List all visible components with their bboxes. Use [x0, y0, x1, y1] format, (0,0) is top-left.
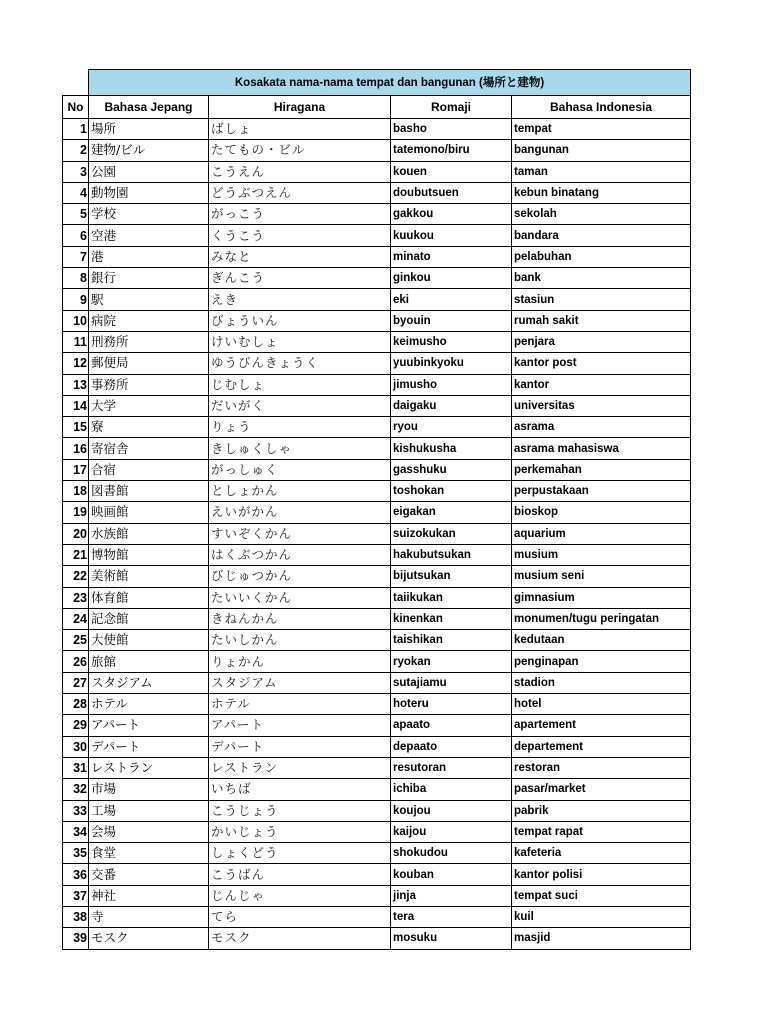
cell-romaji: apaato — [391, 715, 512, 736]
table-row — [63, 204, 691, 225]
cell-japanese: 図書館 — [89, 481, 209, 502]
cell-japanese: 公園 — [89, 161, 209, 182]
cell-japanese: 寺 — [89, 906, 209, 927]
cell-indonesian: kantor — [512, 374, 691, 395]
cell-japanese: 病院 — [89, 310, 209, 331]
cell-hiragana: たいいくかん — [209, 587, 391, 608]
table-row — [63, 757, 691, 778]
cell-japanese: 映画館 — [89, 502, 209, 523]
cell-hiragana: ばしょ — [209, 119, 391, 140]
cell-japanese: 市場 — [89, 779, 209, 800]
cell-japanese: 工場 — [89, 800, 209, 821]
cell-japanese: 交番 — [89, 864, 209, 885]
cell-hiragana: デパート — [209, 736, 391, 757]
cell-hiragana: こうじょう — [209, 800, 391, 821]
cell-romaji: shokudou — [391, 843, 512, 864]
cell-indonesian: bioskop — [512, 502, 691, 523]
cell-no: 31 — [63, 757, 89, 778]
cell-no: 1 — [63, 119, 89, 140]
cell-romaji: basho — [391, 119, 512, 140]
table-row — [63, 715, 691, 736]
cell-no: 34 — [63, 821, 89, 842]
cell-no: 3 — [63, 161, 89, 182]
cell-indonesian: asrama mahasiswa — [512, 438, 691, 459]
cell-japanese: 空港 — [89, 225, 209, 246]
cell-no: 29 — [63, 715, 89, 736]
table-row — [63, 651, 691, 672]
cell-romaji: sutajiamu — [391, 672, 512, 693]
cell-indonesian: perpustakaan — [512, 481, 691, 502]
cell-japanese: モスク — [89, 928, 209, 949]
cell-hiragana: ぎんこう — [209, 268, 391, 289]
cell-romaji: kaijou — [391, 821, 512, 842]
table-row — [63, 481, 691, 502]
cell-japanese: 大使館 — [89, 630, 209, 651]
cell-no: 16 — [63, 438, 89, 459]
cell-romaji: kinenkan — [391, 608, 512, 629]
cell-indonesian: bandara — [512, 225, 691, 246]
table-row — [63, 885, 691, 906]
cell-japanese: 博物館 — [89, 544, 209, 565]
cell-indonesian: asrama — [512, 417, 691, 438]
cell-no: 30 — [63, 736, 89, 757]
cell-romaji: kouen — [391, 161, 512, 182]
cell-japanese: レストラン — [89, 757, 209, 778]
cell-hiragana: こうえん — [209, 161, 391, 182]
cell-indonesian: pelabuhan — [512, 246, 691, 267]
cell-hiragana: いちば — [209, 779, 391, 800]
cell-no: 37 — [63, 885, 89, 906]
cell-japanese: 体育館 — [89, 587, 209, 608]
table-row — [63, 161, 691, 182]
cell-hiragana: ゆうびんきょうく — [209, 353, 391, 374]
cell-indonesian: kantor post — [512, 353, 691, 374]
cell-indonesian: hotel — [512, 694, 691, 715]
cell-romaji: keimusho — [391, 331, 512, 352]
header-indonesian: Bahasa Indonesia — [512, 96, 691, 119]
cell-hiragana: けいむしょ — [209, 331, 391, 352]
cell-indonesian: penginapan — [512, 651, 691, 672]
cell-no: 22 — [63, 566, 89, 587]
cell-romaji: tera — [391, 906, 512, 927]
cell-japanese: 会場 — [89, 821, 209, 842]
cell-romaji: depaato — [391, 736, 512, 757]
cell-no: 19 — [63, 502, 89, 523]
cell-indonesian: tempat rapat — [512, 821, 691, 842]
table-row — [63, 225, 691, 246]
cell-romaji: kouban — [391, 864, 512, 885]
table-row — [63, 289, 691, 310]
cell-hiragana: だいがく — [209, 395, 391, 416]
cell-hiragana: モスク — [209, 928, 391, 949]
cell-romaji: ichiba — [391, 779, 512, 800]
cell-indonesian: stasiun — [512, 289, 691, 310]
table-row — [63, 906, 691, 927]
cell-japanese: 記念館 — [89, 608, 209, 629]
cell-no: 35 — [63, 843, 89, 864]
cell-romaji: koujou — [391, 800, 512, 821]
cell-indonesian: masjid — [512, 928, 691, 949]
table-row — [63, 502, 691, 523]
cell-japanese: 事務所 — [89, 374, 209, 395]
cell-indonesian: taman — [512, 161, 691, 182]
cell-japanese: 建物/ビル — [89, 140, 209, 161]
cell-romaji: kuukou — [391, 225, 512, 246]
cell-hiragana: かいじょう — [209, 821, 391, 842]
table-row — [63, 800, 691, 821]
table-row — [63, 843, 691, 864]
title-spacer-cell — [63, 70, 89, 96]
cell-romaji: gakkou — [391, 204, 512, 225]
table-row — [63, 119, 691, 140]
cell-indonesian: tempat suci — [512, 885, 691, 906]
cell-hiragana: みなと — [209, 246, 391, 267]
cell-japanese: 寮 — [89, 417, 209, 438]
cell-no: 33 — [63, 800, 89, 821]
cell-no: 11 — [63, 331, 89, 352]
cell-romaji: gasshuku — [391, 459, 512, 480]
header-japanese: Bahasa Jepang — [89, 96, 209, 119]
cell-no: 38 — [63, 906, 89, 927]
table-row — [63, 182, 691, 203]
cell-indonesian: gimnasium — [512, 587, 691, 608]
cell-hiragana: きねんかん — [209, 608, 391, 629]
table-row — [63, 523, 691, 544]
cell-hiragana: たてもの・ビル — [209, 140, 391, 161]
cell-romaji: kishukusha — [391, 438, 512, 459]
cell-hiragana: としょかん — [209, 481, 391, 502]
cell-no: 13 — [63, 374, 89, 395]
table-row — [63, 864, 691, 885]
cell-no: 2 — [63, 140, 89, 161]
cell-romaji: hoteru — [391, 694, 512, 715]
cell-hiragana: じむしょ — [209, 374, 391, 395]
cell-no: 21 — [63, 544, 89, 565]
cell-no: 23 — [63, 587, 89, 608]
cell-indonesian: universitas — [512, 395, 691, 416]
cell-no: 4 — [63, 182, 89, 203]
table-row — [63, 587, 691, 608]
cell-romaji: byouin — [391, 310, 512, 331]
header-romaji: Romaji — [391, 96, 512, 119]
cell-hiragana: どうぶつえん — [209, 182, 391, 203]
cell-no: 6 — [63, 225, 89, 246]
table-row — [63, 544, 691, 565]
table-row — [63, 395, 691, 416]
cell-hiragana: じんじゃ — [209, 885, 391, 906]
table-row — [63, 438, 691, 459]
cell-japanese: 合宿 — [89, 459, 209, 480]
cell-no: 20 — [63, 523, 89, 544]
cell-japanese: 港 — [89, 246, 209, 267]
cell-no: 9 — [63, 289, 89, 310]
cell-japanese: ホテル — [89, 694, 209, 715]
cell-indonesian: kedutaan — [512, 630, 691, 651]
cell-romaji: taishikan — [391, 630, 512, 651]
cell-romaji: eigakan — [391, 502, 512, 523]
table-row — [63, 672, 691, 693]
cell-romaji: yuubinkyoku — [391, 353, 512, 374]
cell-indonesian: bank — [512, 268, 691, 289]
cell-japanese: 場所 — [89, 119, 209, 140]
table-row — [63, 566, 691, 587]
cell-indonesian: bangunan — [512, 140, 691, 161]
cell-japanese: 学校 — [89, 204, 209, 225]
cell-romaji: toshokan — [391, 481, 512, 502]
cell-japanese: 動物園 — [89, 182, 209, 203]
cell-romaji: ryokan — [391, 651, 512, 672]
table-row — [63, 140, 691, 161]
table-row — [63, 928, 691, 949]
cell-romaji: jinja — [391, 885, 512, 906]
cell-indonesian: musium seni — [512, 566, 691, 587]
cell-indonesian: perkemahan — [512, 459, 691, 480]
cell-indonesian: aquarium — [512, 523, 691, 544]
cell-japanese: 寄宿舎 — [89, 438, 209, 459]
table-row — [63, 630, 691, 651]
cell-romaji: ryou — [391, 417, 512, 438]
header-no: No — [63, 96, 89, 119]
cell-hiragana: アパート — [209, 715, 391, 736]
cell-romaji: resutoran — [391, 757, 512, 778]
table-row — [63, 779, 691, 800]
cell-hiragana: えいがかん — [209, 502, 391, 523]
cell-romaji: ginkou — [391, 268, 512, 289]
table-row — [63, 246, 691, 267]
header-row — [63, 96, 691, 119]
cell-japanese: 大学 — [89, 395, 209, 416]
table-row — [63, 459, 691, 480]
cell-hiragana: すいぞくかん — [209, 523, 391, 544]
cell-hiragana: レストラン — [209, 757, 391, 778]
cell-japanese: デパート — [89, 736, 209, 757]
table-row — [63, 331, 691, 352]
cell-romaji: suizokukan — [391, 523, 512, 544]
cell-japanese: 神社 — [89, 885, 209, 906]
cell-indonesian: stadion — [512, 672, 691, 693]
cell-indonesian: kantor polisi — [512, 864, 691, 885]
cell-no: 24 — [63, 608, 89, 629]
cell-hiragana: スタジアム — [209, 672, 391, 693]
cell-indonesian: monumen/tugu peringatan — [512, 608, 691, 629]
table-row — [63, 417, 691, 438]
cell-indonesian: kuil — [512, 906, 691, 927]
cell-no: 39 — [63, 928, 89, 949]
table-row — [63, 736, 691, 757]
cell-no: 5 — [63, 204, 89, 225]
cell-romaji: taiikukan — [391, 587, 512, 608]
vocabulary-table — [62, 69, 691, 950]
table-row — [63, 268, 691, 289]
cell-romaji: doubutsuen — [391, 182, 512, 203]
cell-japanese: 旅館 — [89, 651, 209, 672]
cell-no: 12 — [63, 353, 89, 374]
cell-romaji: hakubutsukan — [391, 544, 512, 565]
cell-romaji: jimusho — [391, 374, 512, 395]
cell-indonesian: kebun binatang — [512, 182, 691, 203]
cell-japanese: アパート — [89, 715, 209, 736]
cell-no: 10 — [63, 310, 89, 331]
cell-hiragana: びょういん — [209, 310, 391, 331]
cell-hiragana: はくぶつかん — [209, 544, 391, 565]
cell-japanese: 食堂 — [89, 843, 209, 864]
cell-hiragana: たいしかん — [209, 630, 391, 651]
cell-indonesian: tempat — [512, 119, 691, 140]
cell-hiragana: えき — [209, 289, 391, 310]
cell-japanese: 駅 — [89, 289, 209, 310]
cell-no: 18 — [63, 481, 89, 502]
cell-no: 26 — [63, 651, 89, 672]
cell-japanese: 美術館 — [89, 566, 209, 587]
cell-romaji: daigaku — [391, 395, 512, 416]
table-row — [63, 821, 691, 842]
cell-japanese: 郵便局 — [89, 353, 209, 374]
table-row — [63, 608, 691, 629]
cell-indonesian: rumah sakit — [512, 310, 691, 331]
cell-no: 14 — [63, 395, 89, 416]
cell-hiragana: がっこう — [209, 204, 391, 225]
cell-hiragana: てら — [209, 906, 391, 927]
cell-hiragana: きしゅくしゃ — [209, 438, 391, 459]
table-row — [63, 374, 691, 395]
cell-indonesian: sekolah — [512, 204, 691, 225]
cell-no: 17 — [63, 459, 89, 480]
cell-indonesian: pabrik — [512, 800, 691, 821]
cell-indonesian: kafeteria — [512, 843, 691, 864]
table-row — [63, 310, 691, 331]
cell-hiragana: がっしゅく — [209, 459, 391, 480]
cell-indonesian: restoran — [512, 757, 691, 778]
cell-hiragana: りょかん — [209, 651, 391, 672]
cell-no: 36 — [63, 864, 89, 885]
cell-no: 7 — [63, 246, 89, 267]
table-title: Kosakata nama-nama tempat dan bangunan (場所と建物) — [89, 70, 691, 96]
header-hiragana: Hiragana — [209, 96, 391, 119]
cell-romaji: bijutsukan — [391, 566, 512, 587]
title-row — [63, 70, 691, 96]
cell-hiragana: りょう — [209, 417, 391, 438]
vocabulary-table-body — [63, 70, 691, 950]
cell-hiragana: ホテル — [209, 694, 391, 715]
cell-no: 27 — [63, 672, 89, 693]
cell-romaji: eki — [391, 289, 512, 310]
cell-romaji: mosuku — [391, 928, 512, 949]
cell-indonesian: penjara — [512, 331, 691, 352]
table-row — [63, 694, 691, 715]
cell-no: 15 — [63, 417, 89, 438]
cell-romaji: tatemono/biru — [391, 140, 512, 161]
cell-indonesian: apartement — [512, 715, 691, 736]
cell-japanese: スタジアム — [89, 672, 209, 693]
cell-no: 25 — [63, 630, 89, 651]
cell-indonesian: musium — [512, 544, 691, 565]
table-row — [63, 353, 691, 374]
cell-japanese: 刑務所 — [89, 331, 209, 352]
cell-indonesian: pasar/market — [512, 779, 691, 800]
cell-no: 32 — [63, 779, 89, 800]
cell-japanese: 水族館 — [89, 523, 209, 544]
cell-no: 8 — [63, 268, 89, 289]
cell-hiragana: こうばん — [209, 864, 391, 885]
cell-hiragana: びじゅつかん — [209, 566, 391, 587]
cell-japanese: 銀行 — [89, 268, 209, 289]
cell-no: 28 — [63, 694, 89, 715]
cell-romaji: minato — [391, 246, 512, 267]
cell-hiragana: くうこう — [209, 225, 391, 246]
cell-hiragana: しょくどう — [209, 843, 391, 864]
cell-indonesian: departement — [512, 736, 691, 757]
